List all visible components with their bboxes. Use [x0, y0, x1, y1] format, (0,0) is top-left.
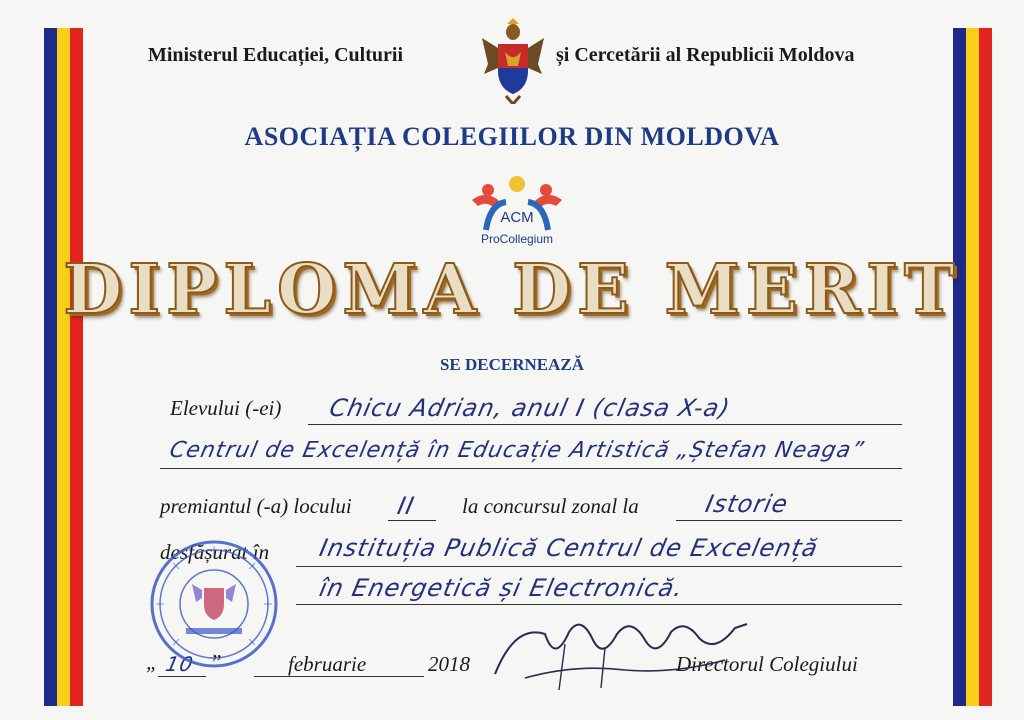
date-quote-close: ”	[210, 650, 222, 674]
place-line	[388, 520, 436, 521]
date-quote-open: „	[146, 650, 158, 674]
ministry-name-left: Ministerul Educației, Culturii	[148, 44, 403, 66]
venue-line-1	[296, 566, 902, 567]
student-line	[308, 424, 902, 425]
director-label: Directorul Colegiului	[676, 652, 858, 676]
ministry-name-right: și Cercetării al Republicii Moldova	[556, 44, 855, 66]
prize-label: premiantul (-a) locului	[160, 494, 352, 518]
subject-handwritten: Istorie	[703, 490, 791, 518]
day-line	[158, 676, 206, 677]
student-name-handwritten: Chicu Adrian, anul I (clasa X-a)	[327, 394, 733, 422]
association-name: ASOCIAȚIA COLEGIILOR DIN MOLDOVA	[244, 122, 780, 151]
acm-logo-acronym: ACM	[500, 209, 534, 226]
awarded-heading: SE DECERNEAZĂ	[439, 355, 585, 374]
coat-of-arms-icon	[480, 18, 546, 104]
place-handwritten: II	[395, 492, 418, 520]
institution-handwritten: Centrul de Excelență în Educație Artistică „Ștefan Neaga”	[167, 438, 867, 463]
diploma-title: DIPLOMA DE MERIT	[63, 250, 961, 330]
year-value: 2018	[428, 652, 470, 676]
director-signature	[485, 604, 765, 694]
student-label: Elevului (-ei)	[170, 396, 282, 420]
held-label: desfășurat în	[160, 540, 270, 564]
official-stamp	[148, 538, 280, 670]
contest-label: la concursul zonal la	[462, 494, 639, 518]
acm-logo-caption: ProCollegium	[480, 232, 554, 246]
month-value: februarie	[288, 652, 367, 676]
day-handwritten: 10	[163, 652, 197, 676]
institution-line	[160, 468, 902, 469]
subject-line	[676, 520, 902, 521]
venue-handwritten-1: Instituția Publică Centrul de Excelență	[317, 534, 821, 562]
venue-handwritten-2: în Energetică și Electronică.	[317, 574, 687, 602]
